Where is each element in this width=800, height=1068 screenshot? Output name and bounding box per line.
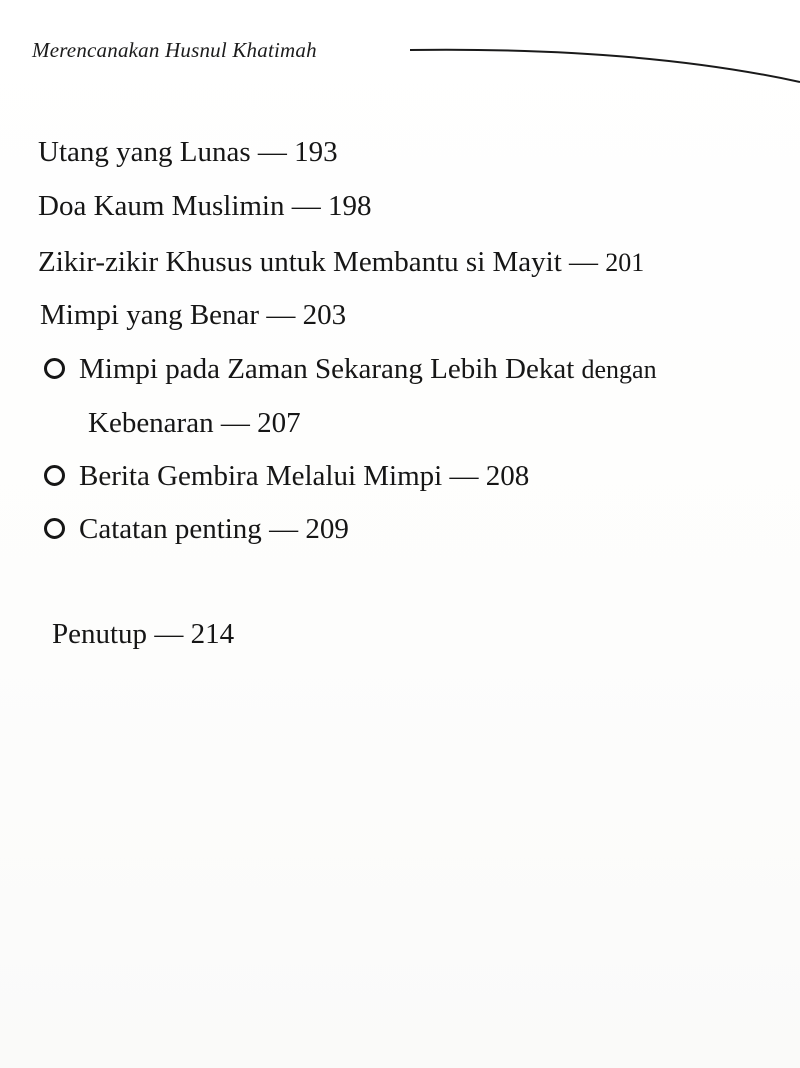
toc-entry-separator: — — [561, 246, 606, 278]
toc-entry-closing — [52, 620, 234, 649]
toc-sub-entry-title: Catatan penting — [79, 513, 262, 545]
toc-sub-entry — [44, 515, 349, 544]
toc-entry — [38, 248, 644, 277]
toc-entry-separator: — — [147, 618, 191, 650]
toc-entry-page: 201 — [605, 248, 645, 277]
toc-entry-page: 203 — [302, 299, 347, 331]
toc-entry-page: 214 — [190, 618, 235, 650]
toc-entry-page: 207 — [257, 407, 301, 439]
toc-sub-entry — [44, 462, 529, 491]
toc-sub-entry-continuation — [88, 409, 301, 438]
toc-entry-separator: — — [259, 299, 303, 331]
toc-sub-entry — [44, 355, 657, 384]
circle-bullet-icon — [44, 358, 65, 379]
toc-entry — [40, 301, 346, 330]
toc-entry-title: Mimpi yang Benar — [40, 299, 260, 331]
toc-entry-page: 198 — [328, 190, 372, 222]
toc-entry-title: Penutup — [52, 618, 148, 650]
circle-bullet-icon — [44, 465, 65, 486]
running-head-title: Merencanakan Husnul Khatimah — [32, 38, 317, 62]
toc-entry-page: 209 — [305, 513, 349, 545]
toc-sub-entry-title-cont: Kebenaran — [88, 407, 214, 439]
header-rule — [410, 40, 800, 100]
toc-entry-title: Zikir-zikir Khusus untuk Membantu si Mayit — [38, 246, 562, 278]
circle-bullet-icon — [44, 518, 65, 539]
toc-entry — [38, 138, 338, 167]
toc-sub-entry-title-end: dengan — [581, 355, 657, 384]
toc-entry-separator: — — [284, 190, 328, 222]
toc-entry-separator: — — [442, 460, 486, 492]
toc-entry-page: 193 — [294, 136, 338, 168]
toc-entry-separator: — — [213, 407, 258, 439]
toc-entry-separator: — — [250, 136, 295, 168]
toc-sub-entry-title: Berita Gembira Melalui Mimpi — [79, 460, 443, 492]
toc-entry — [38, 192, 372, 221]
toc-entry-title: Doa Kaum Muslimin — [38, 190, 285, 222]
toc-sub-entry-title: Mimpi pada Zaman Sekarang Lebih Dekat — [79, 353, 575, 385]
toc-entry-separator: — — [261, 513, 306, 545]
toc-entry-page: 208 — [485, 460, 530, 492]
toc-entry-title: Utang yang Lunas — [38, 136, 251, 168]
